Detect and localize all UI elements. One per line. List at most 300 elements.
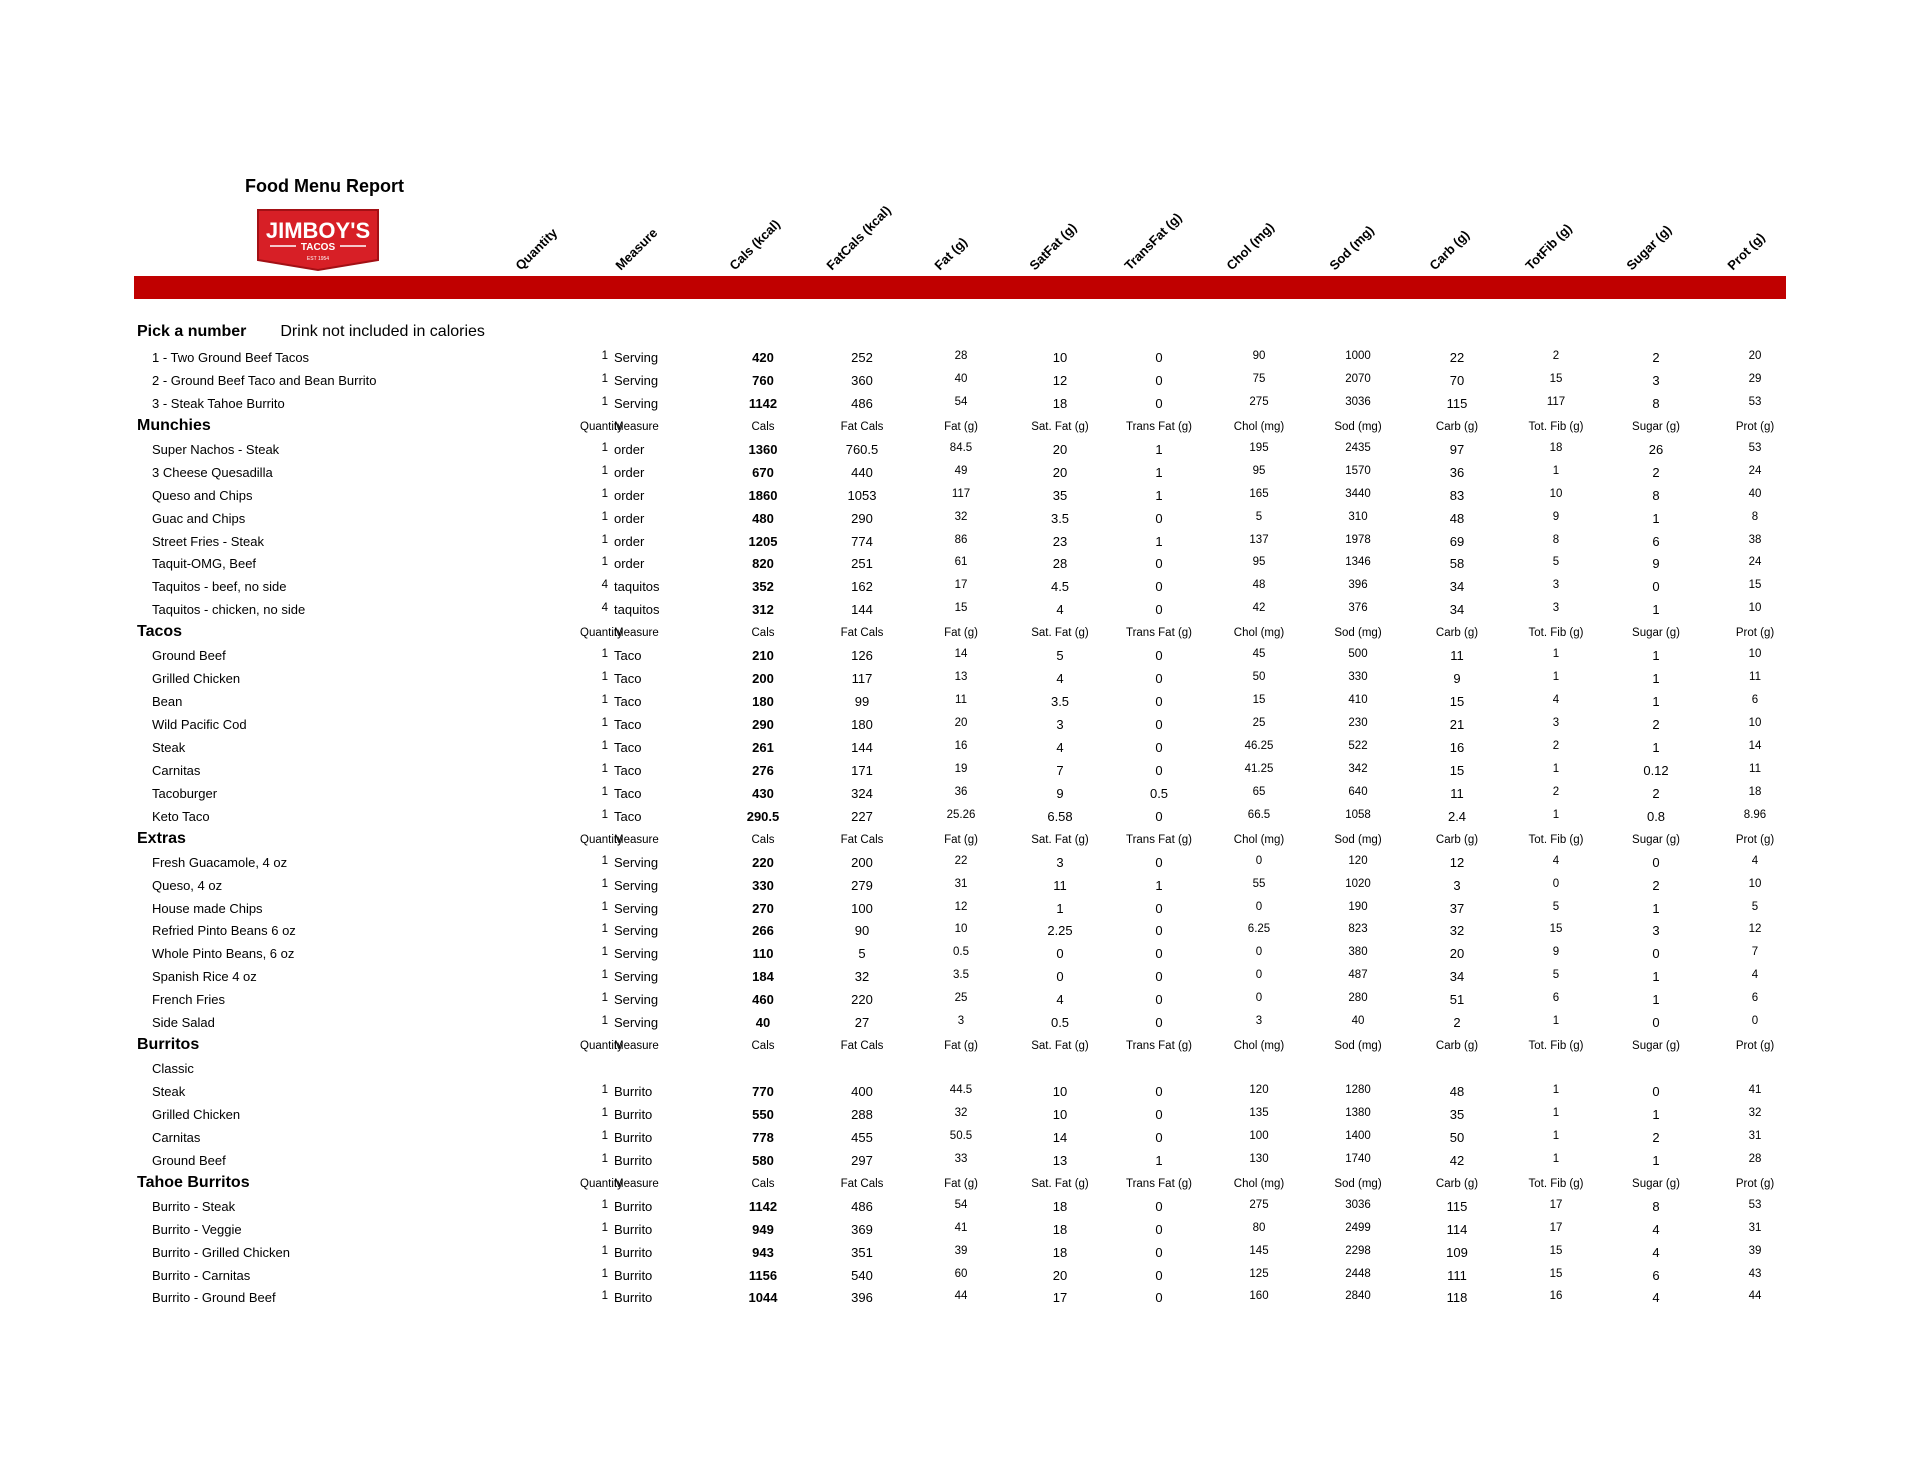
nutrient-cell: 46.25	[1244, 739, 1274, 752]
nutrient-cell: 25	[954, 992, 968, 1005]
nutrient-cell: 15	[1549, 372, 1563, 385]
nutrient-cell: 1	[1552, 671, 1560, 684]
nutrient-cell: 17	[1549, 1221, 1563, 1234]
nutrient-cell: 27	[854, 1015, 870, 1031]
section-column-header: Prot (g)	[1735, 1177, 1775, 1190]
section-title: Burritos	[137, 1036, 200, 1054]
nutrient-cell: 1	[1552, 1106, 1560, 1119]
nutrient-cell: 118	[1446, 1290, 1468, 1306]
nutrient-cell: 2448	[1345, 1267, 1371, 1280]
nutrient-cell: 1	[1552, 648, 1560, 661]
nutrient-cell: 455	[851, 1129, 873, 1145]
nutrient-cell: 10	[1748, 877, 1762, 890]
nutrient-cell: 90	[854, 923, 870, 939]
measure-cell: Burrito	[614, 1290, 653, 1306]
calories-cell: 290.5	[746, 808, 780, 824]
quantity-cell: 1	[601, 1290, 608, 1303]
table-row	[0, 1150, 1920, 1173]
item-name: Tacoburger	[152, 785, 218, 801]
section-column-header: Fat Cals	[840, 1177, 884, 1190]
nutrient-cell: 4	[1751, 854, 1759, 867]
section-column-header: Fat (g)	[944, 833, 978, 846]
nutrient-cell: 11	[955, 694, 967, 707]
measure-cell: Burrito	[614, 1221, 653, 1237]
nutrient-cell: 10	[954, 923, 968, 936]
nutrient-cell: 522	[1348, 739, 1368, 752]
nutrient-cell: 2.25	[1047, 923, 1073, 939]
nutrient-cell: 0.5	[953, 946, 969, 959]
nutrient-cell: 28	[1052, 556, 1068, 572]
nutrient-cell: 36	[954, 785, 968, 798]
quantity-cell: 1	[601, 464, 608, 477]
nutrient-cell: 35	[1052, 487, 1068, 503]
nutrient-cell: 0	[1155, 372, 1163, 388]
nutrient-cell: 6	[1652, 533, 1660, 549]
nutrient-cell: 55	[1252, 877, 1266, 890]
measure-cell: Burrito	[614, 1106, 653, 1122]
item-name: Taquit-OMG, Beef	[152, 556, 257, 572]
nutrient-cell: 12	[954, 900, 968, 913]
table-row	[0, 1081, 1920, 1104]
section-column-header: Cals	[751, 1040, 775, 1053]
nutrient-cell: 32	[854, 969, 870, 985]
section-column-header: Sugar (g)	[1632, 1177, 1680, 1190]
calories-cell: 480	[752, 510, 774, 526]
nutrient-cell: 83	[1449, 487, 1465, 503]
nutrient-cell: 3	[1652, 372, 1660, 388]
nutrient-cell: 117	[851, 671, 873, 687]
measure-cell: Burrito	[614, 1198, 653, 1214]
nutrient-cell: 1	[1552, 1015, 1560, 1028]
calories-cell: 312	[752, 602, 774, 618]
nutrient-cell: 8	[1652, 1198, 1660, 1214]
nutrient-cell: 1	[1552, 1152, 1560, 1165]
nutrient-cell: 5	[1552, 556, 1560, 569]
nutrient-cell: 1	[1652, 510, 1660, 526]
measure-cell: Serving	[614, 946, 659, 962]
nutrient-cell: 90	[1252, 350, 1266, 362]
item-name: Classic	[152, 1061, 194, 1077]
section-column-header: Carb (g)	[1435, 420, 1479, 433]
nutrient-cell: 1	[1155, 464, 1163, 480]
section-column-header: Sod (mg)	[1334, 833, 1382, 846]
nutrient-cell: 115	[1446, 395, 1468, 411]
nutrient-cell: 37	[1449, 900, 1465, 916]
calories-cell: 820	[752, 556, 774, 572]
measure-cell: Taco	[614, 739, 642, 755]
nutrient-cell: 126	[851, 648, 873, 664]
nutrient-cell: 0	[1155, 1267, 1163, 1283]
nutrient-cell: 17	[1052, 1290, 1068, 1306]
section-column-header: Fat (g)	[944, 627, 978, 640]
nutrient-cell: 1	[1652, 1106, 1660, 1122]
nutrient-cell: 29	[1748, 372, 1762, 385]
nutrient-cell: 34	[1449, 579, 1465, 595]
column-header: TransFat (g)	[1121, 209, 1185, 273]
pick-label: Pick a number	[137, 323, 247, 340]
nutrient-cell: 48	[1252, 579, 1266, 592]
section-column-header: Chol (mg)	[1233, 1177, 1285, 1190]
pick-a-number-line	[137, 323, 485, 341]
column-header: Sugar (g)	[1623, 222, 1675, 273]
section-column-header: Tot. Fib (g)	[1528, 833, 1584, 846]
calories-cell: 430	[752, 785, 774, 801]
nutrient-cell: 32	[954, 510, 968, 523]
nutrient-cell: 4	[1056, 992, 1064, 1008]
nutrient-cell: 440	[851, 464, 873, 480]
nutrient-cell: 486	[851, 395, 873, 411]
quantity-cell: 1	[601, 900, 608, 913]
quantity-cell: 1	[601, 533, 608, 546]
quantity-cell: 1	[601, 877, 608, 890]
nutrient-cell: 0	[1155, 992, 1163, 1008]
nutrient-cell: 15	[1549, 923, 1563, 936]
item-name: French Fries	[152, 992, 225, 1008]
nutrient-cell: 58	[1449, 556, 1465, 572]
section-column-header: Sat. Fat (g)	[1031, 1177, 1089, 1190]
calories-cell: 1360	[748, 441, 778, 457]
nutrient-cell: 1280	[1345, 1084, 1371, 1096]
measure-cell: Measure	[614, 420, 659, 433]
section-column-header: Trans Fat (g)	[1125, 1040, 1193, 1053]
nutrient-cell: 230	[1348, 717, 1368, 729]
calories-cell: 1044	[748, 1290, 778, 1306]
nutrient-cell: 31	[1748, 1221, 1762, 1234]
quantity-cell: 1	[601, 717, 608, 729]
measure-cell: Measure	[614, 627, 659, 640]
table-row	[0, 989, 1920, 1012]
nutrient-cell: 251	[851, 556, 873, 572]
measure-cell: Burrito	[614, 1244, 653, 1260]
nutrient-cell: 0	[1056, 969, 1064, 985]
nutrient-cell: 4.5	[1050, 579, 1070, 595]
section-column-header: Sat. Fat (g)	[1031, 627, 1089, 640]
nutrient-cell: 1	[1552, 1129, 1560, 1142]
nutrient-cell: 1	[1652, 900, 1660, 916]
item-name: Bean	[152, 694, 183, 710]
measure-cell: Serving	[614, 969, 659, 985]
section-column-header: Fat Cals	[840, 833, 884, 846]
nutrient-cell: 1	[1652, 992, 1660, 1008]
section-column-header: Fat (g)	[944, 1177, 978, 1190]
nutrient-cell: 15	[1252, 694, 1266, 707]
logo-smalltext: EST 1954	[306, 256, 330, 262]
nutrient-cell: 0	[1552, 877, 1560, 890]
nutrient-cell: 15	[1549, 1267, 1563, 1280]
nutrient-cell: 0	[1056, 946, 1064, 962]
nutrient-cell: 24	[1748, 556, 1762, 569]
section-column-header: Cals	[751, 833, 775, 846]
section-column-header: Prot (g)	[1735, 1040, 1775, 1053]
nutrient-cell: 0	[1155, 1106, 1163, 1122]
nutrient-cell: 34	[1449, 602, 1465, 618]
item-name: Steak	[152, 739, 186, 755]
measure-cell: Burrito	[614, 1267, 653, 1283]
section-column-header: Chol (mg)	[1233, 1040, 1285, 1053]
nutrient-cell: 54	[954, 1198, 968, 1211]
table-row	[0, 668, 1920, 691]
nutrient-cell: 32	[954, 1106, 968, 1119]
item-name: Super Nachos - Steak	[152, 441, 280, 457]
nutrient-cell: 17	[1549, 1198, 1563, 1211]
nutrient-cell: 0	[1652, 1015, 1660, 1031]
nutrient-cell: 351	[851, 1244, 873, 1260]
nutrient-cell: 70	[1449, 372, 1465, 388]
nutrient-cell: 1	[1652, 1152, 1660, 1168]
measure-cell: Burrito	[614, 1152, 653, 1168]
nutrient-cell: 14	[1052, 1129, 1068, 1145]
nutrient-cell: 3	[1056, 854, 1064, 870]
nutrient-cell: 26	[1648, 441, 1664, 457]
nutrient-cell: 39	[954, 1244, 968, 1257]
nutrient-cell: 12	[1449, 854, 1465, 870]
section-header-row	[0, 1173, 1920, 1196]
nutrient-cell: 42	[1449, 1152, 1465, 1168]
quantity-cell: 1	[601, 395, 608, 408]
nutrient-cell: 13	[954, 671, 968, 684]
nutrient-cell: 0	[1652, 1084, 1660, 1099]
table-row	[0, 347, 1920, 370]
item-name: Burrito - Ground Beef	[152, 1290, 276, 1306]
nutrient-cell: 5	[858, 946, 866, 962]
nutrient-cell: 3	[1255, 1015, 1263, 1028]
nutrient-cell: 41.25	[1244, 762, 1274, 775]
nutrient-cell: 310	[1348, 510, 1368, 523]
nutrient-cell: 3	[1652, 923, 1660, 939]
nutrient-cell: 2499	[1345, 1221, 1371, 1234]
nutrient-cell: 135	[1249, 1106, 1269, 1119]
item-name: Queso, 4 oz	[152, 877, 223, 893]
nutrient-cell: 1740	[1345, 1152, 1371, 1165]
calories-cell: 1156	[748, 1267, 778, 1283]
calories-cell: 270	[752, 900, 774, 916]
item-name: Burrito - Grilled Chicken	[152, 1244, 290, 1260]
nutrient-cell: 8	[1751, 510, 1759, 523]
nutrient-cell: 3036	[1345, 1198, 1371, 1211]
nutrient-cell: 20	[954, 717, 968, 729]
nutrient-cell: 10	[1748, 648, 1762, 661]
item-name: Wild Pacific Cod	[152, 717, 247, 732]
section-column-header: Prot (g)	[1735, 833, 1775, 846]
nutrient-cell: 84.5	[949, 441, 973, 454]
calories-cell: 670	[752, 464, 774, 480]
measure-cell: Serving	[614, 395, 659, 411]
item-name: Refried Pinto Beans 6 oz	[152, 923, 296, 939]
quantity-cell: 1	[601, 992, 608, 1005]
nutrient-cell: 11	[1749, 671, 1761, 684]
column-header: Fat (g)	[931, 234, 971, 273]
nutrient-cell: 15	[1748, 579, 1762, 592]
nutrient-cell: 3	[1552, 579, 1560, 592]
nutrient-cell: 6.58	[1047, 808, 1073, 824]
nutrient-cell: 44	[1748, 1290, 1762, 1303]
quantity-cell: Quantity	[580, 420, 623, 433]
nutrient-cell: 75	[1252, 372, 1266, 385]
nutrient-cell: 400	[851, 1084, 873, 1099]
nutrient-cell: 2	[1552, 785, 1560, 798]
section-column-header: Tot. Fib (g)	[1528, 1040, 1584, 1053]
nutrient-cell: 20	[1052, 464, 1068, 480]
nutrient-cell: 11	[1749, 762, 1761, 775]
nutrient-cell: 42	[1252, 602, 1266, 615]
table-row	[0, 760, 1920, 783]
nutrient-cell: 8.96	[1743, 808, 1767, 821]
measure-cell: Measure	[614, 1177, 659, 1190]
nutrient-cell: 44	[954, 1290, 968, 1303]
column-header: Carb (g)	[1426, 227, 1473, 273]
nutrient-cell: 34	[1449, 969, 1465, 985]
nutrient-cell: 500	[1348, 648, 1368, 661]
nutrient-cell: 1	[1652, 694, 1660, 710]
calories-cell: 1205	[748, 533, 778, 549]
nutrient-cell: 171	[851, 762, 873, 778]
nutrient-cell: 50	[1252, 671, 1266, 684]
nutrient-cell: 3440	[1345, 487, 1371, 500]
nutrient-cell: 32	[1748, 1106, 1762, 1119]
nutrient-cell: 760.5	[845, 441, 879, 457]
nutrient-cell: 15	[954, 602, 968, 615]
table-row	[0, 462, 1920, 485]
measure-cell: Taco	[614, 671, 642, 687]
nutrient-cell: 65	[1252, 785, 1266, 798]
quantity-cell: 1	[601, 739, 608, 752]
section-title: Tahoe Burritos	[137, 1173, 250, 1191]
measure-cell: Measure	[614, 1040, 659, 1053]
nutrient-cell: 18	[1052, 1221, 1068, 1237]
section-column-header: Carb (g)	[1435, 1177, 1479, 1190]
nutrient-cell: 1	[1056, 900, 1064, 916]
nutrient-cell: 4	[1056, 671, 1064, 687]
item-name: 3 Cheese Quesadilla	[152, 464, 273, 480]
nutrient-cell: 51	[1449, 992, 1465, 1008]
table-row	[0, 1242, 1920, 1265]
quantity-cell: Quantity	[580, 627, 623, 640]
measure-cell: order	[614, 510, 645, 526]
item-name: Taquitos - beef, no side	[152, 579, 287, 595]
nutrient-cell: 36	[1449, 464, 1465, 480]
nutrient-cell: 220	[851, 992, 873, 1008]
section-column-header: Tot. Fib (g)	[1528, 420, 1584, 433]
nutrient-cell: 324	[851, 785, 873, 801]
nutrient-cell: 823	[1348, 923, 1368, 936]
measure-cell: Serving	[614, 877, 659, 893]
section-column-header: Prot (g)	[1735, 420, 1775, 433]
measure-cell: order	[614, 533, 645, 549]
nutrient-cell: 297	[851, 1152, 873, 1168]
section-column-header: Carb (g)	[1435, 1040, 1479, 1053]
nutrient-cell: 0	[1255, 900, 1263, 913]
nutrient-cell: 3	[957, 1015, 965, 1028]
nutrient-cell: 0	[1652, 946, 1660, 962]
quantity-cell: 1	[601, 694, 608, 707]
nutrient-cell: 2	[1652, 1129, 1660, 1145]
nutrient-cell: 369	[851, 1221, 873, 1237]
section-column-header: Fat Cals	[840, 420, 884, 433]
nutrient-cell: 396	[1348, 579, 1368, 592]
quantity-cell: 1	[601, 946, 608, 959]
quantity-cell: Quantity	[580, 1177, 623, 1190]
nutrient-cell: 1	[1155, 441, 1163, 457]
nutrient-cell: 7	[1056, 762, 1064, 778]
column-header: Prot (g)	[1724, 229, 1768, 273]
section-column-header: Carb (g)	[1435, 833, 1479, 846]
section-column-header: Sugar (g)	[1632, 833, 1680, 846]
table-row	[0, 439, 1920, 462]
nutrient-cell: 1380	[1345, 1106, 1371, 1119]
nutrient-cell: 279	[851, 877, 873, 893]
table-row	[0, 576, 1920, 599]
item-name: Ground Beef	[152, 648, 226, 664]
table-row	[0, 1058, 1920, 1081]
nutrient-cell: 3	[1453, 877, 1461, 893]
nutrient-cell: 1	[1652, 671, 1660, 687]
nutrient-cell: 31	[954, 877, 968, 890]
item-name: Grilled Chicken	[152, 1106, 241, 1122]
section-title: Extras	[137, 829, 186, 847]
quantity-cell: 1	[601, 556, 608, 569]
nutrient-cell: 2	[1552, 350, 1560, 362]
section-header-row	[0, 829, 1920, 852]
nutrient-cell: 1	[1552, 808, 1560, 821]
nutrient-cell: 0	[1155, 1221, 1163, 1237]
nutrient-cell: 180	[851, 717, 873, 732]
nutrient-cell: 99	[854, 694, 870, 710]
table-row	[0, 875, 1920, 898]
quantity-cell: 1	[601, 510, 608, 523]
section-column-header: Prot (g)	[1735, 627, 1775, 640]
table-row	[0, 393, 1920, 416]
nutrient-cell: 12	[1748, 923, 1762, 936]
quantity-cell: 1	[601, 487, 608, 500]
nutrient-cell: 0	[1255, 992, 1263, 1005]
calories-cell: 266	[752, 923, 774, 939]
nutrient-cell: 11	[1450, 785, 1464, 801]
table-row	[0, 852, 1920, 875]
column-header: FatCals (kcal)	[823, 202, 894, 273]
nutrient-cell: 0	[1155, 946, 1163, 962]
nutrient-cell: 6	[1652, 1267, 1660, 1283]
quantity-cell: 1	[601, 671, 608, 684]
nutrient-cell: 44.5	[949, 1084, 973, 1096]
nutrient-cell: 5	[1552, 969, 1560, 982]
nutrient-cell: 0	[1155, 1198, 1163, 1214]
item-name: House made Chips	[152, 900, 263, 916]
nutrient-cell: 288	[851, 1106, 873, 1122]
nutrient-cell: 97	[1449, 441, 1465, 457]
nutrient-cell: 280	[1348, 992, 1368, 1005]
nutrient-cell: 28	[1748, 1152, 1762, 1165]
item-name: Street Fries - Steak	[152, 533, 264, 549]
nutrient-cell: 11	[1053, 877, 1067, 893]
table-row	[0, 508, 1920, 531]
quantity-cell: 1	[601, 808, 608, 821]
section-column-header: Sod (mg)	[1334, 420, 1382, 433]
table-row	[0, 714, 1920, 737]
item-name: Side Salad	[152, 1015, 215, 1031]
measure-cell: taquitos	[614, 579, 660, 595]
nutrient-cell: 3.5	[1050, 510, 1070, 526]
nutrient-cell: 0	[1155, 762, 1163, 778]
nutrient-cell: 24	[1748, 464, 1762, 477]
nutrient-cell: 39	[1748, 1244, 1762, 1257]
section-column-header: Sugar (g)	[1632, 420, 1680, 433]
nutrient-cell: 115	[1446, 1198, 1468, 1214]
nutrient-cell: 0	[1652, 579, 1660, 595]
nutrient-cell: 227	[851, 808, 873, 824]
nutrient-cell: 33	[954, 1152, 968, 1165]
table-row	[0, 599, 1920, 622]
section-column-header: Carb (g)	[1435, 627, 1479, 640]
